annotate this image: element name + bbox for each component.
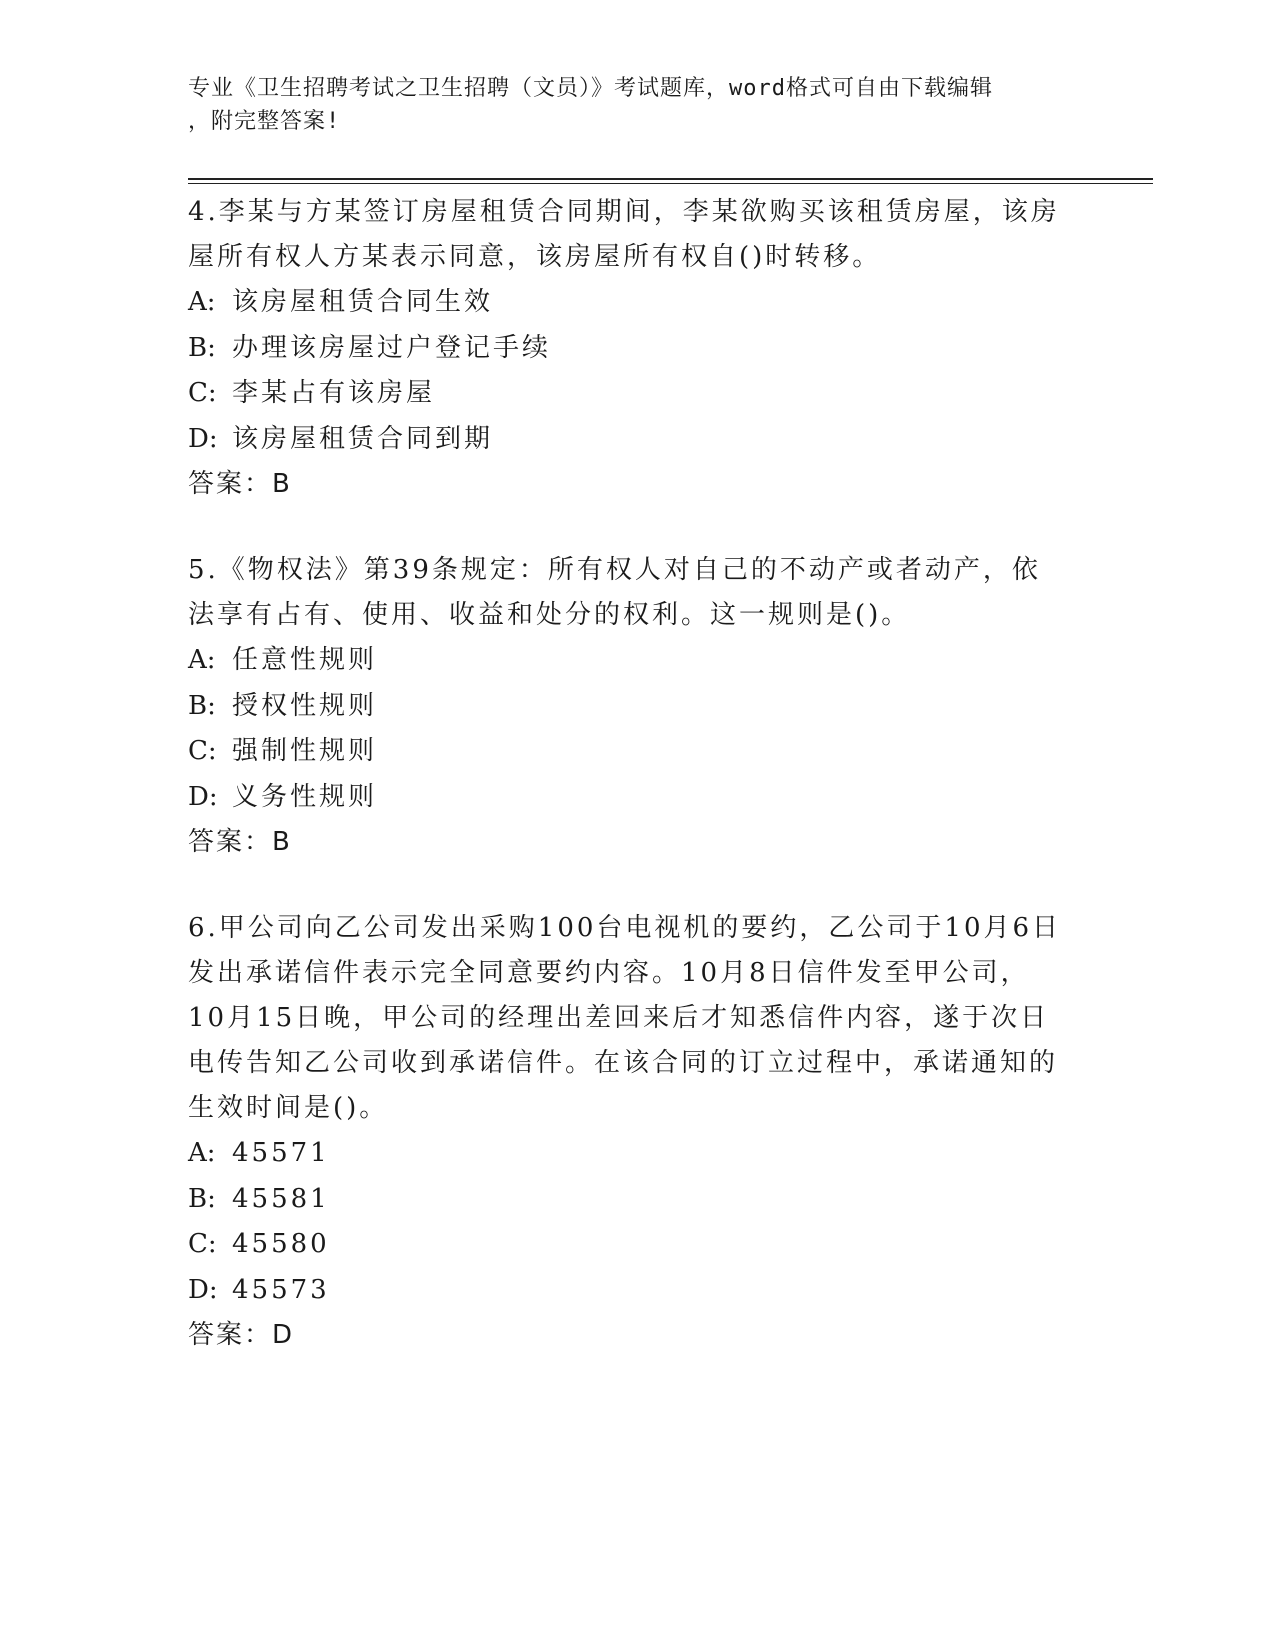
option-text: 任意性规则 [232, 645, 378, 675]
option-text: 45581 [232, 1183, 330, 1214]
header-line-2: ，附完整答案! [188, 109, 341, 134]
answer-line: 答案：B [188, 827, 292, 857]
question-text: 5.《物权法》第39条规定：所有权人对自己的不动产或者动产，依法享有占有、使用、收益和处分的权利。这一规则是()。 [188, 555, 1041, 630]
question-6 [188, 906, 1088, 1358]
option-text: 45571 [232, 1138, 330, 1168]
option-label: A: [188, 1138, 216, 1168]
option-label: B: [188, 332, 216, 363]
option-c [188, 1222, 1088, 1268]
option-label: D: [188, 781, 218, 812]
option-label: D: [188, 1274, 218, 1305]
header-divider-thin [188, 183, 1153, 184]
option-c [188, 371, 1088, 417]
option-d [188, 417, 1088, 463]
option-a [188, 638, 1088, 684]
answer-line: 答案：D [188, 1320, 295, 1350]
option-b [188, 684, 1088, 730]
question-list [188, 190, 1088, 1399]
header-divider-thick [188, 178, 1153, 180]
option-label: C: [188, 1229, 217, 1259]
question-4 [188, 190, 1088, 507]
option-label: A: [188, 645, 216, 675]
option-d [188, 775, 1088, 821]
question-text: 6.甲公司向乙公司发出采购100台电视机的要约，乙公司于10月6日发出承诺信件表示完全同意要约内容。10月8日信件发至甲公司，10月15日晚，甲公司的经理出差回来后才知悉信件内容，遂于次日电传告知乙公司收到承诺信件。在该合同的订立过程中，承诺通知的生效时间是()。 [188, 913, 1062, 1123]
option-text: 强制性规则 [232, 736, 378, 766]
option-text: 该房屋租赁合同生效 [232, 287, 494, 317]
document-header [188, 72, 1068, 138]
option-c [188, 729, 1088, 775]
option-d [188, 1268, 1088, 1314]
option-text: 义务性规则 [232, 781, 378, 812]
option-text: 45580 [232, 1229, 330, 1259]
option-a [188, 1131, 1088, 1177]
option-text: 办理该房屋过户登记手续 [232, 332, 552, 363]
option-label: C: [188, 378, 217, 408]
option-a [188, 280, 1088, 326]
header-line-1: 专业《卫生招聘考试之卫生招聘（文员）》考试题库，word格式可自由下载编辑 [188, 76, 993, 101]
option-text: 45573 [232, 1274, 330, 1305]
option-label: D: [188, 423, 218, 454]
option-b [188, 1177, 1088, 1223]
option-label: B: [188, 1183, 216, 1214]
option-label: A: [188, 287, 216, 317]
question-5 [188, 548, 1088, 865]
option-b [188, 326, 1088, 372]
question-text: 4.李某与方某签订房屋租赁合同期间，李某欲购买该租赁房屋，该房屋所有权人方某表示同意，该房屋所有权自()时转移。 [188, 197, 1060, 272]
option-label: C: [188, 736, 217, 766]
option-text: 该房屋租赁合同到期 [232, 423, 494, 454]
option-label: B: [188, 690, 216, 721]
option-text: 李某占有该房屋 [232, 378, 436, 408]
answer-line: 答案：B [188, 469, 292, 499]
option-text: 授权性规则 [232, 690, 378, 721]
